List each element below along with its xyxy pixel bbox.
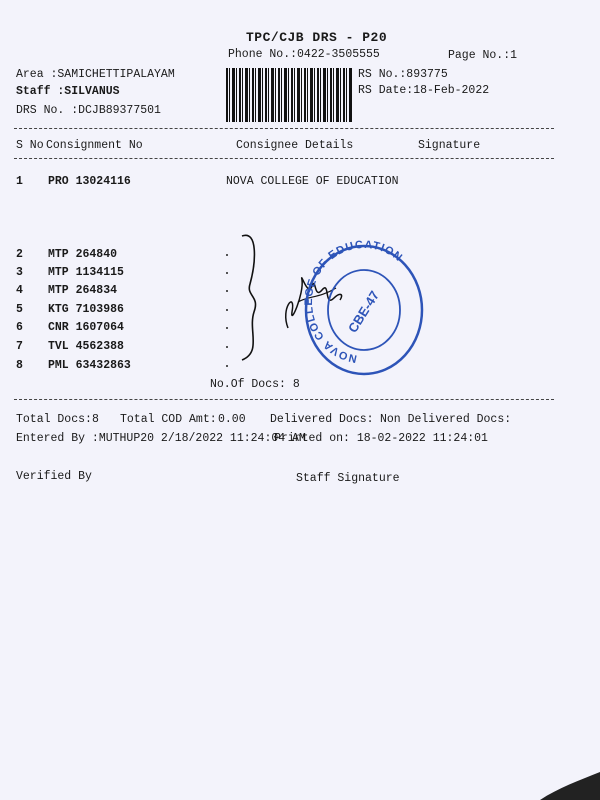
row-consignment: MTP 264840	[48, 248, 118, 261]
non-delivered-docs: Non Delivered Docs:	[380, 413, 512, 426]
svg-text:CBE-47: CBE-47	[344, 288, 383, 336]
total-cod-value: 0.00	[218, 413, 246, 426]
col-consignment: Consignment No	[46, 139, 143, 152]
divider	[14, 399, 554, 400]
verified-by: Verified By	[16, 470, 92, 483]
staff-signature: Staff Signature	[296, 472, 400, 485]
row-sno: 2	[16, 248, 23, 261]
row-sno: 1	[16, 175, 23, 188]
row-sno: 7	[16, 340, 23, 353]
divider	[14, 158, 554, 159]
col-consignee: Consignee Details	[236, 139, 354, 152]
no-of-docs: No.Of Docs: 8	[210, 378, 300, 391]
rs-number: RS No.:893775	[358, 68, 448, 81]
staff-label: Staff :SILVANUS	[16, 85, 120, 98]
total-docs-label: Total Docs:	[16, 413, 92, 426]
delivered-docs: Delivered Docs:	[270, 413, 374, 426]
entered-by: Entered By :MUTHUP20 2/18/2022 11:24:04 AM	[16, 432, 306, 445]
col-signature: Signature	[418, 139, 481, 152]
row-consignment: KTG 7103986	[48, 303, 124, 316]
row-consignment: TVL 4562388	[48, 340, 124, 353]
page-number: Page No.:1	[448, 49, 518, 62]
row-sno: 6	[16, 321, 23, 334]
row-consignment: MTP 264834	[48, 284, 118, 297]
total-cod-label: Total COD Amt:	[120, 413, 217, 426]
svg-text:NOVA COLLEGE OF EDUCATION: NOVA COLLEGE OF EDUCATION	[303, 240, 405, 365]
row-consignment: MTP 1134115	[48, 266, 124, 279]
drs-number: DRS No. :DCJB89377501	[16, 104, 161, 117]
total-docs-value: 8	[92, 413, 99, 426]
scan-artifact	[540, 770, 600, 800]
area-label: Area :SAMICHETTIPALAYAM	[16, 68, 175, 81]
row-sno: 3	[16, 266, 23, 279]
document-title: TPC/CJB DRS - P20	[246, 30, 388, 45]
row-consignment: CNR 1607064	[48, 321, 124, 334]
row-consignment: PML 63432863	[48, 359, 131, 372]
barcode	[226, 68, 352, 122]
printed-on: Printed on: 18-02-2022 11:24:01	[274, 432, 488, 445]
divider	[14, 128, 554, 129]
col-sno: S No	[16, 139, 44, 152]
row-consignee: NOVA COLLEGE OF EDUCATION	[226, 175, 399, 188]
institution-stamp	[302, 240, 426, 380]
phone-number: Phone No.:0422-3505555	[228, 48, 380, 61]
row-sno: 5	[16, 303, 23, 316]
row-consignment: PRO 13024116	[48, 175, 131, 188]
row-sno: 4	[16, 284, 23, 297]
brace-mark	[236, 232, 272, 364]
rs-date: RS Date:18-Feb-2022	[358, 84, 490, 97]
row-sno: 8	[16, 359, 23, 372]
